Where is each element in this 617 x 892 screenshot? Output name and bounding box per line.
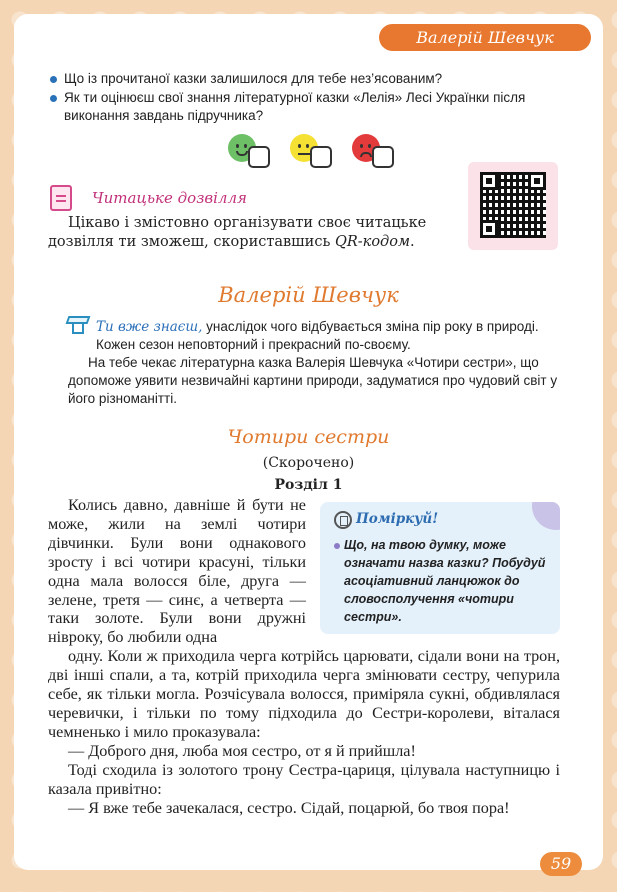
you-already-know-label: Ти вже знаєш, [96, 319, 203, 335]
abridged-note: (Скорочено) [262, 455, 355, 471]
reader-leisure-title: Читацьке дозвілля [92, 189, 247, 207]
qr-code-emphasis: QR-кодом [334, 234, 411, 250]
story-paragraph-continued: одну. Коли ж приходила черга котрійсь царювати, сідали вони на трон, дві інші спали, а та, котрій приходила черга змінювати сестру, чепурила себе, як тільки могла. Розчісувала волосся, приміряла сукні, обдивлялася черевички, і тільки по тому підходила до Сестри-королеви, віталася чемненько і мило проказувала: [48, 647, 560, 741]
bullet-icon [50, 76, 57, 83]
book-search-icon [334, 511, 352, 529]
story-intro-text: На тебе чекає літературна казка Валерія Шевчука «Чотири сестри», що допоможе уявити незвичайні картини природи, задуматися про чудовий світ у його різноманітті. [68, 355, 558, 406]
list-item [48, 89, 563, 125]
question-text: Що із прочитаної казки залишилося для тебе нез’ясованим? [64, 71, 443, 86]
think-text: Що, на твою думку, може означати назва казки? Побудуй асоціативний ланцюжок до словосполучення «чотири сестри». [334, 536, 558, 626]
story-paragraph: Тоді сходила із золотого трону Сестра-цариця, цілувала наступницю і казала привітно: [48, 760, 560, 798]
list-item [48, 70, 563, 88]
story-title: Чотири сестри [227, 426, 390, 448]
graduation-cap-icon [66, 314, 92, 336]
you-already-know-text: унаслідок чого відбувається зміна пір року в природі. Кожен сезон неповторний і прекрасний по-своєму. [96, 319, 539, 352]
think-box [320, 502, 560, 634]
you-already-know-block [68, 318, 562, 354]
section-heading: Розділ 1 [274, 477, 343, 493]
page-number: 59 [540, 852, 582, 876]
story-paragraph: — Я вже тебе зачекалася, сестро. Сідай, поцарюй, бо твоя пора! [68, 798, 510, 817]
story-paragraph-wrapped: Колись давно, давніше й бути не може, жили на землі чотири дівчинки. Були вони однакового зросту і всі чотири красуні, тільки одна мала волосся біле, друга — зелене, третя — синє, а четверта — таки золоте. Були вони дружні нівроку, бо любили одна [48, 496, 306, 647]
pointing-neutral-icon [290, 132, 336, 174]
thumbs-down-sad-icon [352, 132, 398, 174]
bullet-icon [50, 95, 57, 102]
qr-code-icon[interactable] [480, 172, 546, 238]
bullet-icon [334, 543, 340, 549]
question-text: Як ти оцінюєш свої знання літературної казки «Лелія» Лесі Українки після виконання завдань підручника? [64, 90, 526, 123]
book-icon [50, 185, 72, 211]
questions-list [48, 70, 563, 126]
reader-leisure-text: Цікаво і змістовно організувати своє читацьке дозвілля ти зможеш, скориставшись QR-кодом. [48, 215, 427, 250]
story-paragraph: — Доброго дня, люба моя сестро, от я й прийшла! [68, 741, 416, 760]
think-title: Поміркуй! [356, 511, 439, 527]
author-name-heading: Валерій Шевчук [218, 283, 399, 307]
author-header-tab: Валерій Шевчук [379, 24, 591, 51]
thumbs-up-smile-icon [228, 132, 274, 174]
qr-code-frame [468, 162, 558, 250]
